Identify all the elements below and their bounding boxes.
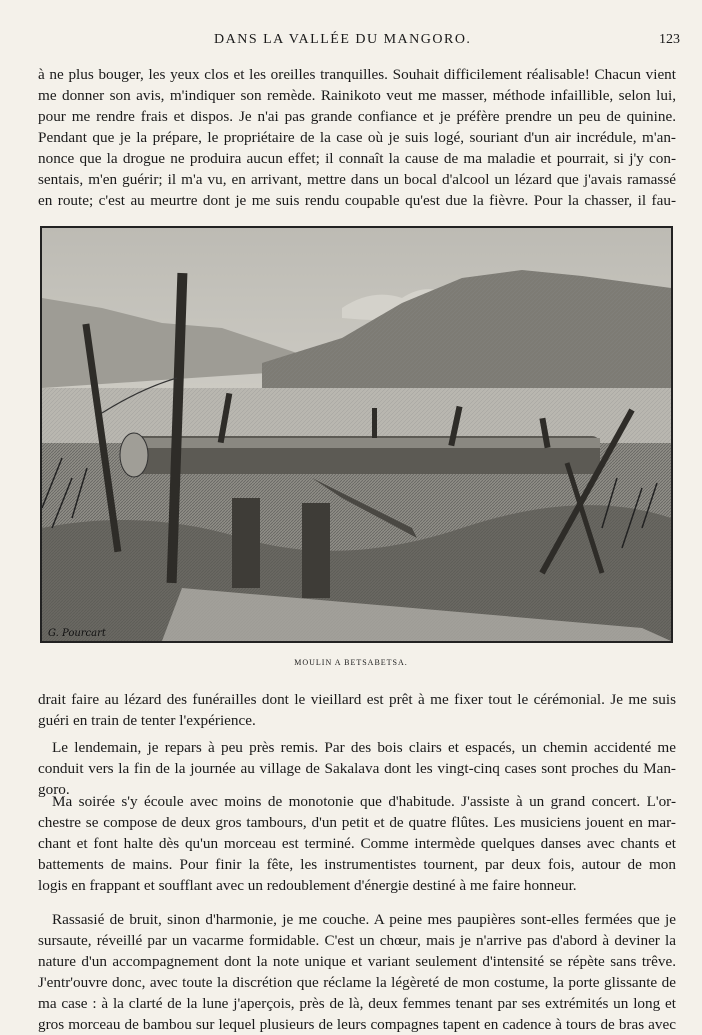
log-end (120, 433, 148, 477)
paragraph-1 (38, 64, 676, 211)
engraving-illustration (40, 226, 673, 643)
text-line: guéri en train de tenter l'expérience. (38, 712, 256, 729)
text-line: logis en frappant et soufflant avec un redoublement d'énergie destiné à me faire honneur. (38, 877, 577, 894)
page-header (0, 32, 702, 52)
running-title: DANS LA VALLÉE DU MANGORO. (214, 32, 472, 47)
text-line: drait faire au lézard des funérailles dont le vieillard est prêt à me fixer tout le cérémonial. Je me suis (38, 691, 676, 708)
text-line: nature d'un accompagnement dont la note unique et variant seulement d'intensité se répète sans trêve. (38, 953, 676, 970)
text-line: chant et font halte dès qu'un morceau est terminé. Comme intermède quelques danses avec chants et (38, 835, 676, 852)
mill-engraving (42, 228, 671, 641)
text-line: Pendant que je la prépare, le propriétaire de la case où je suis logé, souriant d'un air incrédule, m'an- (38, 129, 676, 146)
text-line: gros morceau de bambou sur lequel plusieurs de leurs compagnes tapent en cadence à tours de bras avec (38, 1016, 676, 1033)
text-line: nonce que la drogue ne produira aucun effet; il connaît la cause de ma maladie et pourrait, si j'y con- (38, 150, 676, 167)
text-line: en route; c'est au meurtre dont je me suis rendu coupable qu'est due la fièvre. Pour la chasser, il fau- (38, 192, 676, 209)
text-line: J'entr'ouvre donc, avec toute la discrétion que réclame la légèreté de mon costume, la porte glissante de (38, 974, 676, 991)
text-line: goro. (38, 781, 70, 798)
mortar-post (302, 503, 330, 598)
text-line: me donner son avis, m'indiquer son remède. Rainikoto veut me masser, méthode infaillible, selon lui, (38, 87, 676, 104)
text-line: pour me rendre frais et dispos. Je n'ai pas grande confiance et je préfère prendre un peu de quinine. (38, 108, 676, 125)
text-line: à ne plus bouger, les yeux clos et les oreilles tranquilles. Souhait difficilement réalisable! Chacun vient (38, 66, 676, 83)
text-line: Le lendemain, je repars à peu près remis. Par des bois clairs et espacés, un chemin accidenté me (52, 739, 676, 756)
text-line: Rassasié de bruit, sinon d'harmonie, je me couche. A peine mes paupières sont-elles fermées que je (52, 911, 676, 928)
text-line: sentais, m'en guérir; il m'a vu, en arrivant, mettre dans un bocal d'alcool un lézard que j'avais ramassé (38, 171, 676, 188)
text-line: conduit vers la fin de la journée au village de Sakalava dont les vingt-cinq cases sont proches du Man- (38, 760, 676, 777)
text-line: chestre se compose de deux gros tambours, d'un petit et de quatre flûtes. Les musiciens jouent en mar- (38, 814, 676, 831)
page-number: 123 (659, 32, 680, 47)
text-line: ma case : à la clarté de la lune j'aperçois, près de là, deux femmes tenant par ses extrémités un long et (38, 995, 676, 1012)
figure-caption: MOULIN A BETSABETSA. (294, 658, 408, 667)
mortar-post (232, 498, 260, 588)
paragraph-4 (38, 791, 676, 896)
paragraph-2 (38, 689, 676, 731)
text-line: Ma soirée s'y écoule avec moins de monotonie que d'habitude. J'assiste à un grand concert. L'or- (52, 793, 676, 810)
artist-signature: G. Pourcart (48, 628, 106, 639)
text-line: battements de mains. Pour finir la fête, les instrumentistes tournent, par deux fois, autour de mon (38, 856, 676, 873)
text-line: sursaute, réveillé par un vacarme formidable. C'est un chœur, mais je n'arrive pas d'abord à deviner la (38, 932, 676, 949)
paragraph-5 (38, 909, 676, 1035)
